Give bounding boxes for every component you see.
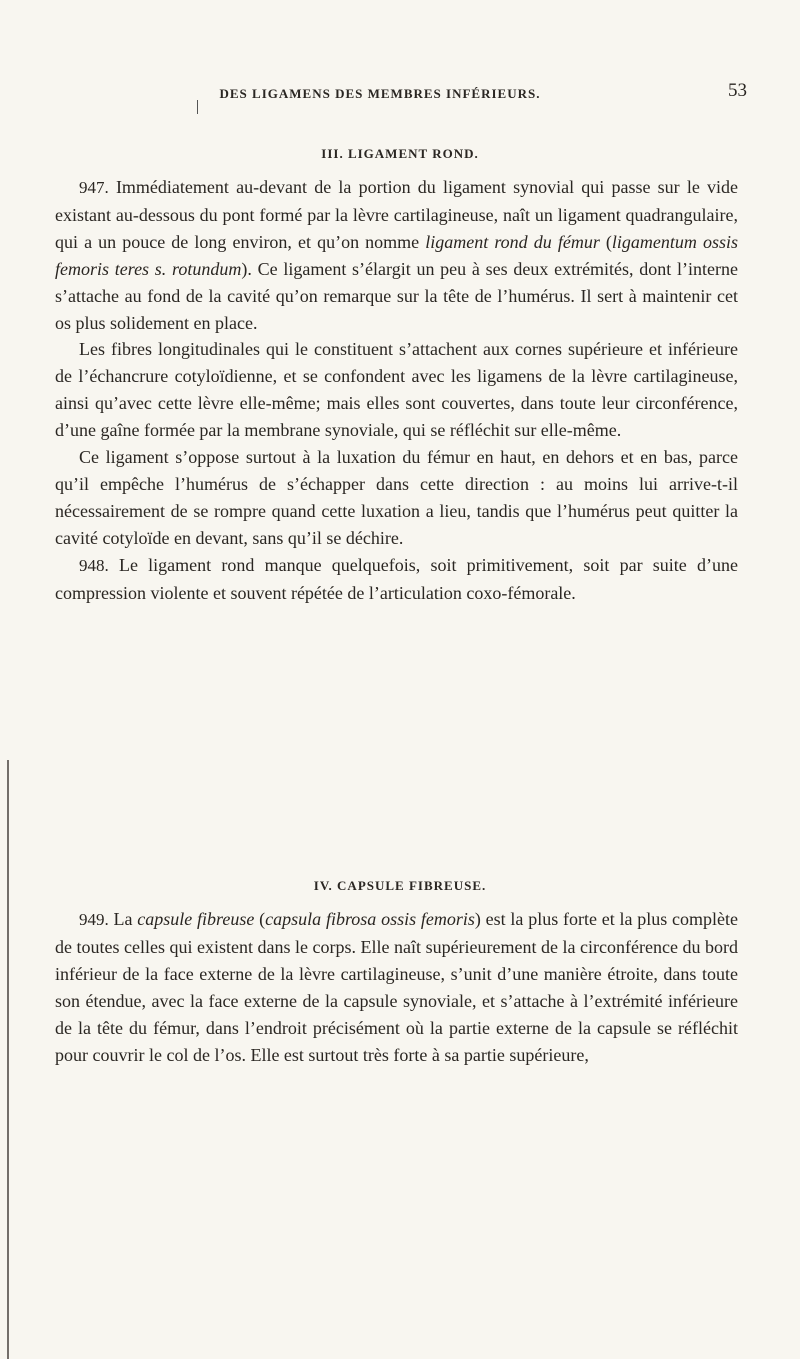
- paragraph-fibres: [55, 336, 738, 444]
- paragraph-text: Le ligament rond manque quelquefois, soit primitivement, soit par suite d’une compression violente et souvent répétée de l’articulation coxo-fémorale.: [55, 554, 738, 603]
- paragraph-luxation: [55, 444, 738, 552]
- paragraph-number: 949.: [79, 910, 109, 929]
- paragraph-text: (: [254, 909, 266, 929]
- paragraph-949: [55, 906, 738, 1068]
- print-mark: [197, 100, 198, 114]
- section-body-ligament-rond: [55, 174, 738, 607]
- paragraph-text: Immédiatement au-devant de la portion du ligament synovial qui passe sur le vide existant au-dessous du pont formé par la lèvre cartilagineuse, naît un ligament quadrangulaire, qui a un pouce de long environ, et qu’on nomme: [55, 177, 739, 252]
- italic-term: capsule fibreuse: [137, 909, 255, 929]
- italic-term: ligament rond du fémur: [425, 231, 600, 252]
- paragraph-text: ). Ce ligament s’élargit un peu à ses deux extrémités, dont l’interne s’attache au fond de la cavité qu’on remarque sur la tête de l’humérus. Il sert à maintenir cet os plus solidement en place.: [55, 258, 738, 333]
- paragraph-number: 947.: [79, 178, 109, 197]
- paragraph-text: ) est la plus forte et la plus complète de toutes celles qui existent dans le corps. Elle naît supérieurement de la circonférence du bord inférieur de la face externe de la lèvre cartilagineuse, s’unit d’une manière étroite, dans toute son étendue, avec la face externe de la capsule synoviale, et s’attache à l’extrémité inférieure de la tête du fémur, dans l’endroit précisément où la partie externe de la capsule se réfléchit pour couvrir le col de l’os. Elle est surtout très forte à sa partie supérieure,: [55, 909, 739, 1065]
- page-edge-line: [7, 760, 9, 1359]
- paragraph-947: [55, 174, 738, 336]
- paragraph-948: [55, 552, 738, 607]
- section-title-capsule-fibreuse: IV. CAPSULE FIBREUSE.: [313, 878, 487, 893]
- section-title-ligament-rond: III. LIGAMENT ROND.: [321, 146, 479, 161]
- paragraph-text: Les fibres longitudinales qui le constituent s’attachent aux cornes supérieure et inférieure de l’échancrure cotyloïdienne, et se confondent avec les ligamens de la lèvre cartilagineuse, ainsi qu’avec cette lèvre elle-même; mais elles sont couvertes, dans toute leur circonférence, d’une gaîne formée par la membrane synoviale, qui se réfléchit sur elle-même.: [55, 339, 738, 441]
- paragraph-number: 948.: [79, 555, 109, 575]
- paragraph-text: Ce ligament s’oppose surtout à la luxation du fémur en haut, en dehors et en bas, parce qu’il empêche l’humérus de s’échapper dans cette direction : au moins lui arrive-t-il nécessairement de se rompre quand cette luxation a lieu, tandis que l’humérus peut quitter la cavité cotyloïde en devant, sans qu’il se déchire.: [55, 447, 738, 548]
- running-header: DES LIGAMENS DES MEMBRES INFÉRIEURS.: [219, 86, 541, 101]
- section-body-capsule-fibreuse: [55, 906, 738, 1068]
- latin-term: capsula fibrosa ossis femoris: [265, 909, 475, 929]
- paragraph-text: (: [599, 231, 612, 252]
- paragraph-text: La: [113, 909, 138, 929]
- latin-term: ligamentum ossis femoris teres s. rotundum: [55, 231, 738, 279]
- page-number: 53: [728, 80, 747, 101]
